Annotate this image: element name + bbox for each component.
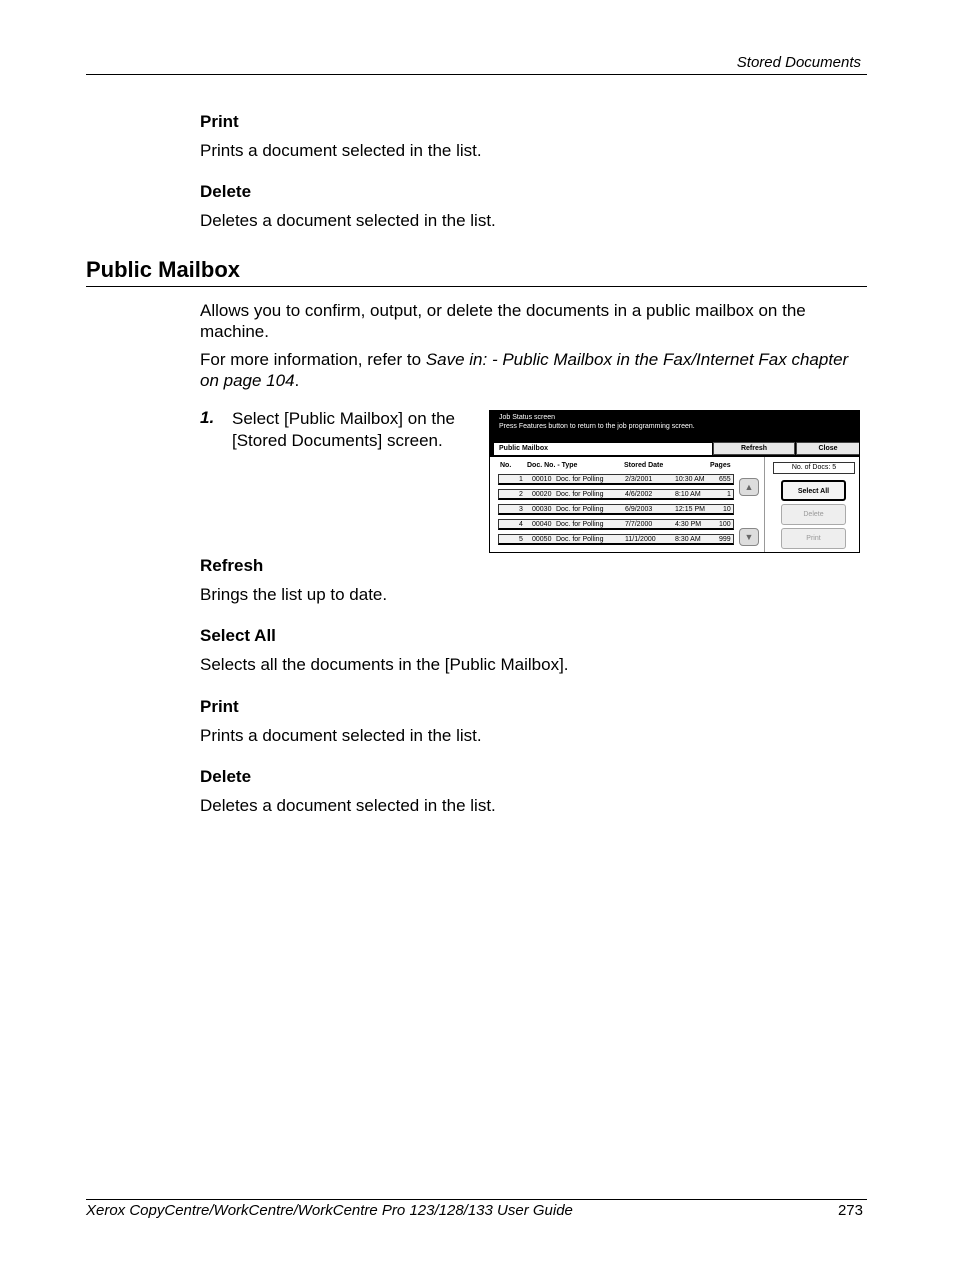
scroll-down-button[interactable] <box>739 528 759 546</box>
col-pages: Pages <box>710 462 731 469</box>
page-number: 273 <box>837 1202 863 1219</box>
desc-print-2: Prints a document selected in the list. <box>200 726 482 745</box>
running-header: Stored Documents <box>736 54 861 71</box>
term-delete-2: Delete <box>200 767 252 786</box>
row-doc: 00030 <box>532 506 552 513</box>
row-no: 1 <box>519 476 523 483</box>
table-row[interactable] <box>498 474 734 485</box>
row-date: 11/1/2000 <box>625 536 656 543</box>
row-date: 6/9/2003 <box>625 506 653 513</box>
refresh-button[interactable]: Refresh <box>713 442 795 455</box>
desc-delete: Deletes a document selected in the list. <box>200 211 496 230</box>
triangle-up-icon: ▲ <box>744 482 754 492</box>
row-doc: 00040 <box>532 521 552 528</box>
row-pages: 999 <box>719 536 731 543</box>
section-title: Public Mailbox <box>86 257 241 282</box>
row-no: 5 <box>519 536 523 543</box>
table-row[interactable] <box>498 534 734 545</box>
header-rule <box>86 74 867 75</box>
close-button[interactable]: Close <box>796 442 860 455</box>
section-reference <box>200 349 868 391</box>
screen-title: Public Mailbox <box>494 443 712 455</box>
row-pages: 1 <box>727 491 731 498</box>
desc-select-all: Selects all the documents in the [Public Mailbox]. <box>200 655 569 674</box>
row-type: Doc. for Polling <box>556 521 604 528</box>
row-type: Doc. for Polling <box>556 476 604 483</box>
ref-suffix: . <box>294 371 300 390</box>
desc-refresh: Brings the list up to date. <box>200 585 388 604</box>
term-delete: Delete <box>200 182 252 201</box>
num-docs-counter: No. of Docs: 5 <box>773 462 855 474</box>
desc-print: Prints a document selected in the list. <box>200 141 482 160</box>
section-rule <box>86 286 867 287</box>
scroll-up-button[interactable] <box>739 478 759 496</box>
row-no: 2 <box>519 491 523 498</box>
row-no: 3 <box>519 506 523 513</box>
col-doc: Doc. No. - Type <box>527 462 578 469</box>
table-row[interactable] <box>498 504 734 515</box>
term-print: Print <box>200 112 239 131</box>
banner-line-1: Job Status screen <box>499 414 556 421</box>
term-print-2: Print <box>200 697 239 716</box>
row-type: Doc. for Polling <box>556 491 604 498</box>
footer-rule <box>86 1199 867 1200</box>
banner-line-2: Press Features button to return to the job programming screen. <box>499 423 695 430</box>
table-row[interactable] <box>498 489 734 500</box>
term-refresh: Refresh <box>200 556 264 575</box>
row-pages: 10 <box>723 506 731 513</box>
col-date: Stored Date <box>624 462 664 469</box>
row-no: 4 <box>519 521 523 528</box>
row-date: 2/3/2001 <box>625 476 653 483</box>
desc-delete-2: Deletes a document selected in the list. <box>200 796 496 815</box>
ref-prefix: For more information, refer to <box>200 350 426 369</box>
step-text: Select [Public Mailbox] on the [Stored Documents] screen. <box>232 409 456 450</box>
row-time: 12:15 PM <box>675 506 705 513</box>
row-date: 7/7/2000 <box>625 521 653 528</box>
term-select-all: Select All <box>200 626 276 645</box>
table-row[interactable] <box>498 519 734 530</box>
row-type: Doc. for Polling <box>556 506 604 513</box>
footer-guide-title: Xerox CopyCentre/WorkCentre/WorkCentre Pro 123/128/133 User Guide <box>86 1202 573 1219</box>
row-time: 4:30 PM <box>675 521 702 528</box>
delete-button[interactable]: Delete <box>781 504 846 525</box>
row-type: Doc. for Polling <box>556 536 604 543</box>
screen-title-bar <box>490 441 859 457</box>
section-intro: Allows you to confirm, output, or delete the documents in a public mailbox on the machine. <box>200 301 806 341</box>
public-mailbox-screenshot <box>489 410 860 553</box>
print-button[interactable]: Print <box>781 528 846 549</box>
row-doc: 00050 <box>532 536 552 543</box>
triangle-down-icon: ▼ <box>744 532 754 542</box>
row-time: 10:30 AM <box>675 476 705 483</box>
step-number: 1. <box>200 408 215 427</box>
row-pages: 655 <box>719 476 731 483</box>
row-doc: 00010 <box>532 476 552 483</box>
ref-link[interactable]: Save in: - Public Mailbox in the Fax/Internet Fax chapter on page 104 <box>200 350 849 390</box>
row-time: 8:10 AM <box>675 491 701 498</box>
row-date: 4/6/2002 <box>625 491 653 498</box>
select-all-button[interactable]: Select All <box>781 480 846 501</box>
row-pages: 100 <box>719 521 731 528</box>
row-time: 8:30 AM <box>675 536 701 543</box>
col-no: No. <box>500 462 512 469</box>
row-doc: 00020 <box>532 491 552 498</box>
job-status-banner <box>490 411 859 441</box>
